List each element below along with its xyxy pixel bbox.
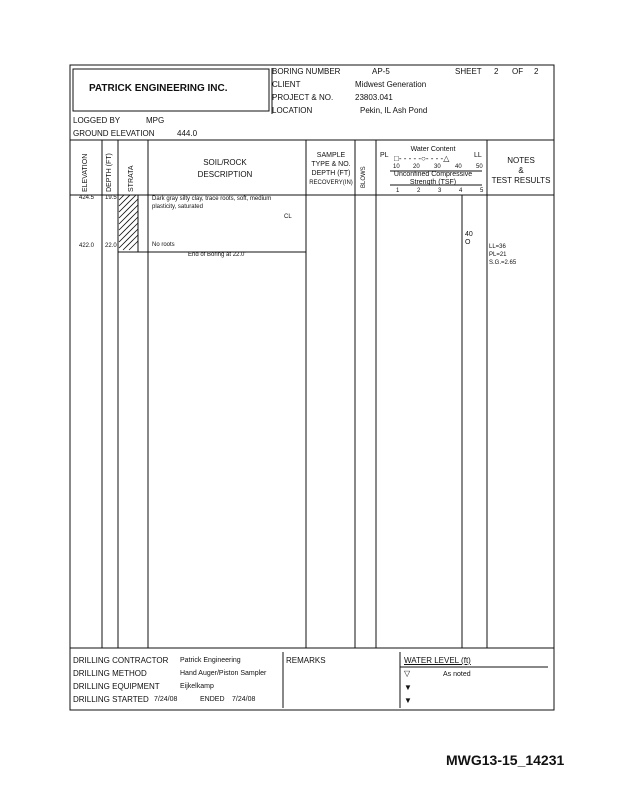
started-value: 7/24/08 [154,696,178,703]
project-label: PROJECT & NO. [272,93,334,102]
equipment-value: Eijkelkamp [180,683,214,690]
location-label: LOCATION [272,106,313,115]
col-notes-line2: & [518,166,524,175]
col-water-content: Water Content [410,146,456,153]
boring-number: AP-5 [372,67,390,76]
wc-tick-50: 50 [476,164,483,170]
ended-value: 7/24/08 [232,696,256,703]
location-value: Pekin, IL Ash Pond [360,106,428,115]
row2-description: No roots [152,242,175,248]
col-ll: LL [474,152,482,159]
company-name: PATRICK ENGINEERING INC. [89,83,228,94]
wc-tick-40: 40 [455,164,462,170]
ucs-tick-4: 4 [459,188,463,194]
remarks-label: REMARKS [286,656,326,665]
row2-elevation: 422.0 [79,243,95,249]
contractor-value: Patrick Engineering [180,657,241,664]
moisture-value: 40 [465,231,473,238]
row1-description-line2: plasticity, saturated [152,204,203,210]
boring-number-label: BORING NUMBER [272,67,341,76]
col-elevation: ELEVATION [82,153,89,192]
logged-by-label: LOGGED BY [73,116,121,125]
sheet-of: OF [512,67,524,76]
col-sample-line2: TYPE & NO. [311,161,351,168]
method-value: Hand Auger/Piston Sampler [180,670,267,677]
logged-by-value: MPG [146,116,165,125]
col-notes-line3: TEST RESULTS [491,176,551,185]
note-ll: LL=36 [489,244,506,250]
col-pl: PL [380,152,389,159]
ground-elevation-label: GROUND ELEVATION [73,129,155,138]
sheet-total: 2 [534,67,539,76]
ucs-tick-5: 5 [480,188,484,194]
col-blows: BLOWS [361,166,367,188]
ucs-tick-1: 1 [396,188,400,194]
col-sample-line4: RECOVERY(IN) [309,180,353,186]
col-strata: STRATA [128,165,135,192]
end-of-boring: End of Boring at 22.0' [188,252,246,258]
ended-label: ENDED [200,696,225,703]
client-label: CLIENT [272,80,301,89]
col-sample-line3: DEPTH (FT) [311,170,351,177]
row1-uscs: CL [284,214,292,220]
equipment-label: DRILLING EQUIPMENT [73,682,160,691]
sheet-label: SHEET [455,67,482,76]
water-symbol-3: ▼ [404,696,412,705]
project-value: 23803.041 [355,93,393,102]
client-value: Midwest Generation [355,80,427,89]
moisture-marker: O [465,239,471,246]
water-symbol-1: ▽ [404,669,411,678]
started-label: DRILLING STARTED [73,695,149,704]
water-symbol-2: ▼ [404,683,412,692]
col-ucs-line1: Unconfined Compressive [393,171,473,178]
note-pl: PL=21 [489,252,507,258]
col-sample-line1: SAMPLE [316,152,346,159]
wc-symbol-line: □- - - - -○- - - -△ [394,154,450,163]
col-soil-line1: SOIL/ROCK [203,158,247,167]
row1-elevation: 424.5 [79,195,95,201]
col-ucs-line2: Strength (TSF) [409,179,457,186]
col-notes-line1: NOTES [507,156,535,165]
ucs-tick-3: 3 [438,188,442,194]
ucs-tick-2: 2 [417,188,421,194]
col-depth: DEPTH (FT) [106,153,113,192]
wc-tick-30: 30 [434,164,441,170]
wc-tick-10: 10 [393,164,400,170]
document-id: MWG13-15_14231 [446,752,565,768]
water-level-label: WATER LEVEL (ft) [404,656,471,665]
ground-elevation-value: 444.0 [177,129,198,138]
sheet-number: 2 [494,67,499,76]
col-soil-line2: DESCRIPTION [197,170,253,179]
row1-depth: 19.5 [105,195,117,201]
method-label: DRILLING METHOD [73,669,147,678]
wc-tick-20: 20 [413,164,420,170]
contractor-label: DRILLING CONTRACTOR [73,656,169,665]
row2-depth: 22.0 [105,243,117,249]
note-sg: S.G.=2.65 [489,260,517,266]
row1-description-line1: Dark gray silty clay, trace roots, soft, medium [152,196,272,202]
water-value-1: As noted [443,671,471,678]
